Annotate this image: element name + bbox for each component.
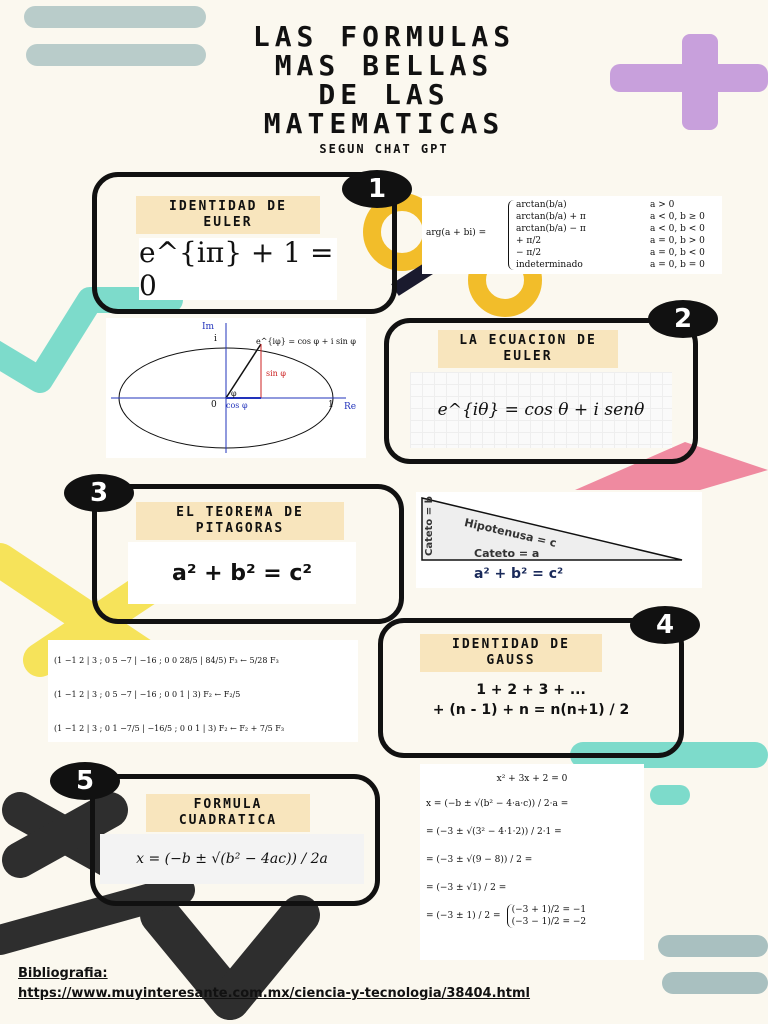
card-number-1: 1: [342, 170, 412, 208]
gauss-formula: [384, 680, 678, 720]
gray-bar-2: [662, 972, 768, 994]
quadratic-result-2: (−3 − 1)/2 = −2: [511, 917, 587, 927]
page-title: [0, 22, 768, 138]
arg-row-5-expr: − π/2: [516, 248, 542, 258]
matrix-figure: [48, 640, 358, 742]
quadratic-step-1: x² + 3x + 2 = 0: [496, 774, 568, 784]
matrix-line-2: (1 −1 2 | 3 ; 0 5 −7 | −16 ; 0 0 1 | 3) F₂ ← F₂/5: [54, 690, 241, 699]
gray-bar-1: [658, 935, 768, 957]
arg-row-3-cond: a < 0, b < 0: [650, 224, 705, 234]
one-label: 1: [328, 400, 334, 410]
card-label-4: IDENTIDAD DE GAUSS: [420, 634, 602, 672]
title-line-4: MATEMATICAS: [263, 107, 505, 140]
triangle-formula: a² + b² = c²: [474, 566, 564, 582]
arg-row-4-cond: a = 0, b > 0: [650, 236, 705, 246]
card-label-3: EL TEOREMA DE PITAGORAS: [136, 502, 344, 540]
card-number-2: 2: [648, 300, 718, 338]
leg-b-label: Cateto = b: [424, 496, 435, 556]
phasor-equation: e^{iφ} = cos φ + i sin φ: [256, 337, 356, 346]
gauss-line-1: 1 + 2 + 3 + ...: [476, 682, 586, 698]
page-subtitle: SEGUN CHAT GPT: [319, 142, 449, 156]
arg-row-3-expr: arctan(b/a) − π: [516, 224, 586, 234]
triangle-figure: [416, 492, 702, 588]
arg-lhs: arg(a + bi) =: [426, 228, 487, 238]
arg-row-6-cond: a = 0, b = 0: [650, 260, 705, 270]
euler-identity-formula: e^{iπ} + 1 = 0: [139, 238, 337, 300]
arg-row-2-expr: arctan(b/a) + π: [516, 212, 586, 222]
re-label: Re: [344, 402, 357, 412]
card-number-3: 3: [64, 474, 134, 512]
bibliography-heading: Bibliografia:: [18, 966, 108, 981]
bibliography-link[interactable]: https://www.muyinteresante.com.mx/ciencia-y-tecnologia/38404.html: [18, 986, 531, 1001]
quadratic-step-2: x = (−b ± √(b² − 4·a·c)) / 2·a =: [426, 799, 569, 809]
quadratic-results: [507, 904, 587, 928]
bibliography: [18, 964, 530, 1004]
pythagoras-formula: a² + b² = c²: [128, 542, 356, 604]
matrix-line-3: (1 −1 2 | 3 ; 0 1 −7/5 | −16/5 ; 0 0 1 | 3) F₂ ← F₂ + 7/5 F₃: [54, 724, 285, 733]
euler-equation-formula: e^{iθ} = cos θ + i senθ: [410, 372, 672, 448]
arg-row-1-expr: arctan(b/a): [516, 200, 567, 210]
arg-row-4-expr: + π/2: [516, 236, 542, 246]
card-label-2: LA ECUACION DE EULER: [438, 330, 618, 368]
arg-row-2-cond: a < 0, b ≥ 0: [650, 212, 705, 222]
teal-bar-2: [650, 785, 690, 805]
im-label: Im: [202, 322, 215, 332]
arg-row-1-cond: a > 0: [650, 200, 675, 210]
right-triangle: [422, 498, 682, 560]
arg-brace: [508, 200, 514, 270]
quadratic-step-6: = (−3 ± 1) / 2 =: [426, 911, 501, 921]
quadratic-step-4: = (−3 ± √(9 − 8)) / 2 =: [426, 855, 533, 865]
card-number-4: 4: [630, 606, 700, 644]
arg-row-5-cond: a = 0, b < 0: [650, 248, 705, 258]
card-label-1: IDENTIDAD DE EULER: [136, 196, 320, 234]
cos-label: cos φ: [226, 401, 248, 410]
hypotenuse-label: Hipotenusa = c: [463, 516, 558, 550]
card-label-5: FORMULA CUADRATICA: [146, 794, 310, 832]
sin-label: sin φ: [266, 369, 286, 378]
quadratic-steps: [420, 764, 644, 960]
arg-row-6-expr: indeterminado: [516, 260, 583, 270]
unit-circle-figure: [106, 318, 366, 458]
quadratic-step-5: = (−3 ± √1) / 2 =: [426, 883, 507, 893]
card-number-5: 5: [50, 762, 120, 800]
leg-a-label: Cateto = a: [474, 547, 540, 560]
quadratic-formula: x = (−b ± √(b² − 4ac)) / 2a: [100, 834, 364, 884]
quadratic-step-6-row: [426, 902, 638, 930]
arg-table: [422, 196, 722, 274]
quadratic-step-3: = (−3 ± √(3² − 4·1·2)) / 2·1 =: [426, 827, 562, 837]
title-line-1: LAS FORMULAS: [252, 20, 516, 53]
quadratic-result-1: (−3 + 1)/2 = −1: [511, 905, 587, 915]
gauss-line-2: + (n - 1) + n = n(n+1) / 2: [432, 702, 630, 718]
title-line-2: MAS BELLAS: [274, 49, 494, 82]
matrix-line-1: (1 −1 2 | 3 ; 0 5 −7 | −16 ; 0 0 28/5 | 84/5) F₃ ← 5/28 F₃: [54, 656, 279, 665]
zero-label: 0: [211, 400, 217, 410]
i-label: i: [214, 334, 217, 344]
phi-label: φ: [231, 389, 237, 398]
title-line-3: DE LAS: [318, 78, 450, 111]
